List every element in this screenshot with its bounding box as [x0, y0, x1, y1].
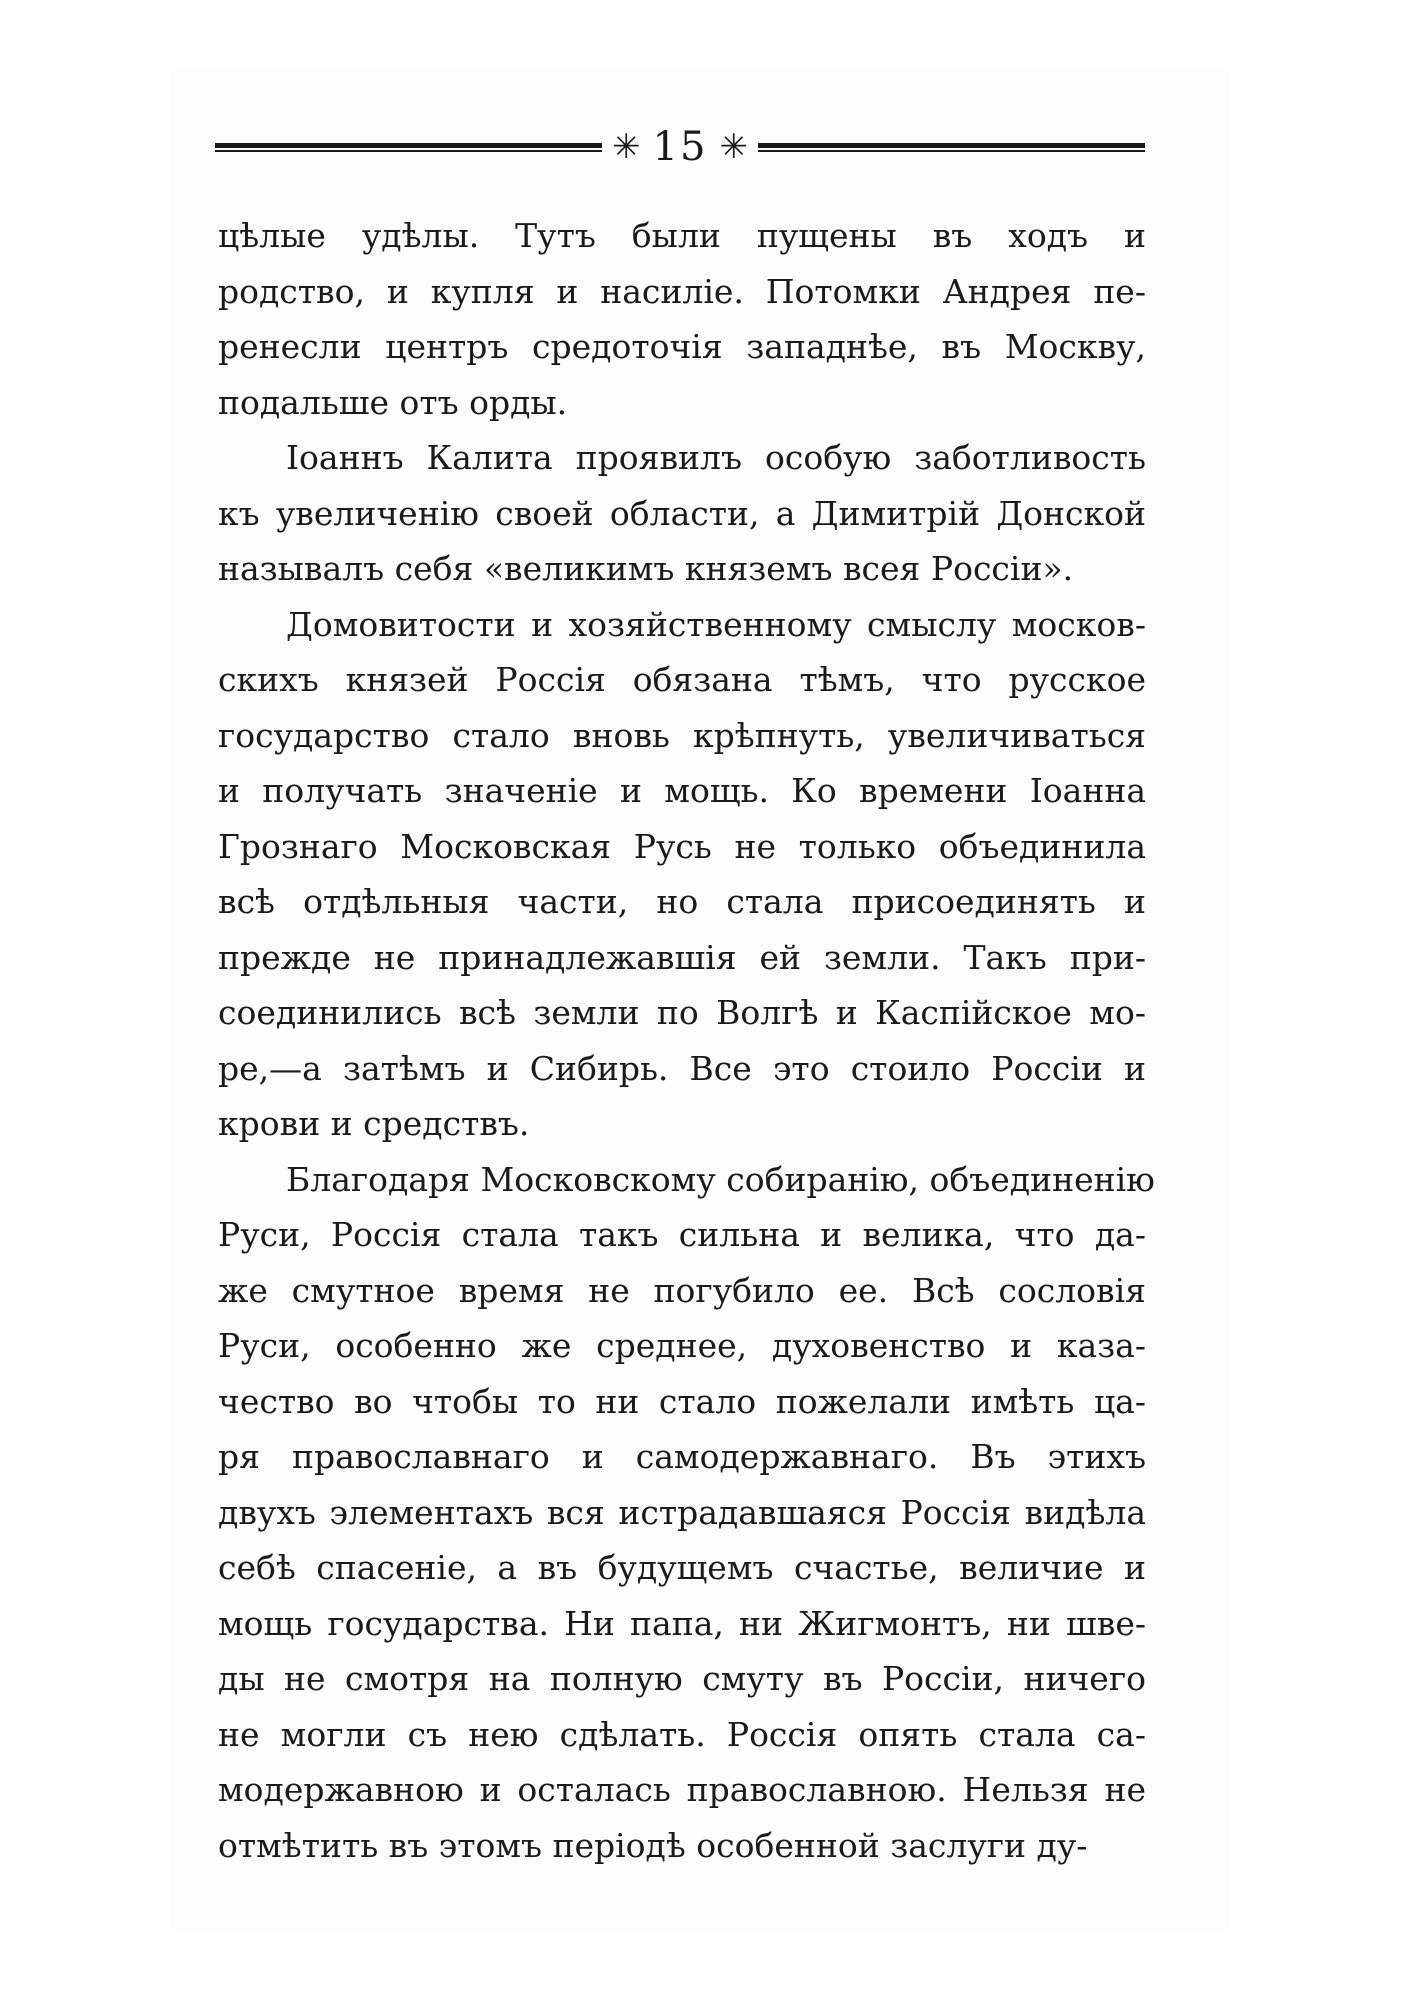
text-line: скихъ князей Россія обязана тѣмъ, что русское	[218, 660, 1146, 699]
text-line: себѣ спасеніе, а въ будущемъ счастье, величие и	[218, 1548, 1146, 1587]
text-line: прежде не принадлежавшія ей земли. Такъ при-	[218, 937, 1146, 977]
text-line: ре,—а затѣмъ и Сибирь. Все это стоило Россіи и	[218, 1048, 1146, 1088]
paragraph	[218, 208, 1146, 430]
text-line: Грознаго Московская Русь не только объединила	[218, 826, 1146, 866]
text-line: Домовитости и хозяйственному смыслу москов-	[286, 604, 1146, 644]
ornament-left-icon: ✳	[612, 127, 641, 167]
text-line: же смутное время не погубило ее. Всѣ сословія	[218, 1270, 1146, 1310]
text-line: отмѣтить въ этомъ періодѣ особенной заслуги ду-	[218, 1825, 1088, 1865]
text-line: цѣлые удѣлы. Тутъ были пущены въ ходъ и	[218, 216, 1146, 255]
paragraph	[218, 430, 1146, 597]
text-line: ды не смотря на полную смуту въ Россіи, ничего	[218, 1659, 1146, 1698]
text-line: Руси, особенно же среднее, духовенство и каза-	[218, 1326, 1146, 1365]
header-center	[602, 124, 758, 170]
page-number: 15	[652, 124, 708, 170]
text-line: и получать значеніе и мощь. Ко времени Іоанна	[218, 771, 1146, 810]
text-line: соединились всѣ земли по Волгѣ и Каспійское мо-	[218, 993, 1146, 1032]
text-line: подальше отъ орды.	[218, 382, 568, 422]
text-line: Благодаря Московскому собиранію, объединенію	[286, 1159, 1155, 1199]
body-text	[218, 208, 1155, 1873]
text-line: къ увеличенію своей области, а Димитрій Донской	[218, 493, 1146, 533]
header-rule-left	[215, 142, 602, 152]
ornament-right-icon: ✳	[719, 127, 748, 167]
paragraph	[218, 597, 1146, 1152]
text-line: называлъ себя «великимъ княземъ всея Россіи».	[218, 549, 1074, 588]
text-line: двухъ элементахъ вся истрадавшаяся Россія видѣла	[218, 1492, 1146, 1532]
text-line: родство, и купля и насиліе. Потомки Андрея пе-	[218, 271, 1146, 311]
text-line: мощь государства. Ни папа, ни Жигмонтъ, ни шве-	[218, 1603, 1146, 1643]
text-line: государство стало вновь крѣпнуть, увеличиваться	[218, 715, 1146, 755]
text-line: ренесли центръ средоточія западнѣе, въ Москву,	[218, 327, 1146, 366]
text-line: всѣ отдѣльныя части, но стала присоединять и	[218, 882, 1146, 921]
page-header	[215, 122, 1145, 172]
text-line: не могли съ нею сдѣлать. Россія опять стала са-	[218, 1714, 1146, 1754]
paragraph	[218, 1152, 1155, 1874]
text-line: Іоаннъ Калита проявилъ особую заботливость	[286, 438, 1146, 477]
header-rule-right	[758, 142, 1145, 152]
text-line: Руси, Россія стала такъ сильна и велика, что да-	[218, 1215, 1146, 1254]
text-line: крови и средствъ.	[218, 1104, 530, 1143]
text-line: модержавною и осталась православною. Нельзя не	[218, 1770, 1146, 1809]
text-line: ря православнаго и самодержавнаго. Въ этихъ	[218, 1437, 1146, 1476]
text-line: чество во чтобы то ни стало пожелали имѣть ца-	[218, 1381, 1146, 1421]
